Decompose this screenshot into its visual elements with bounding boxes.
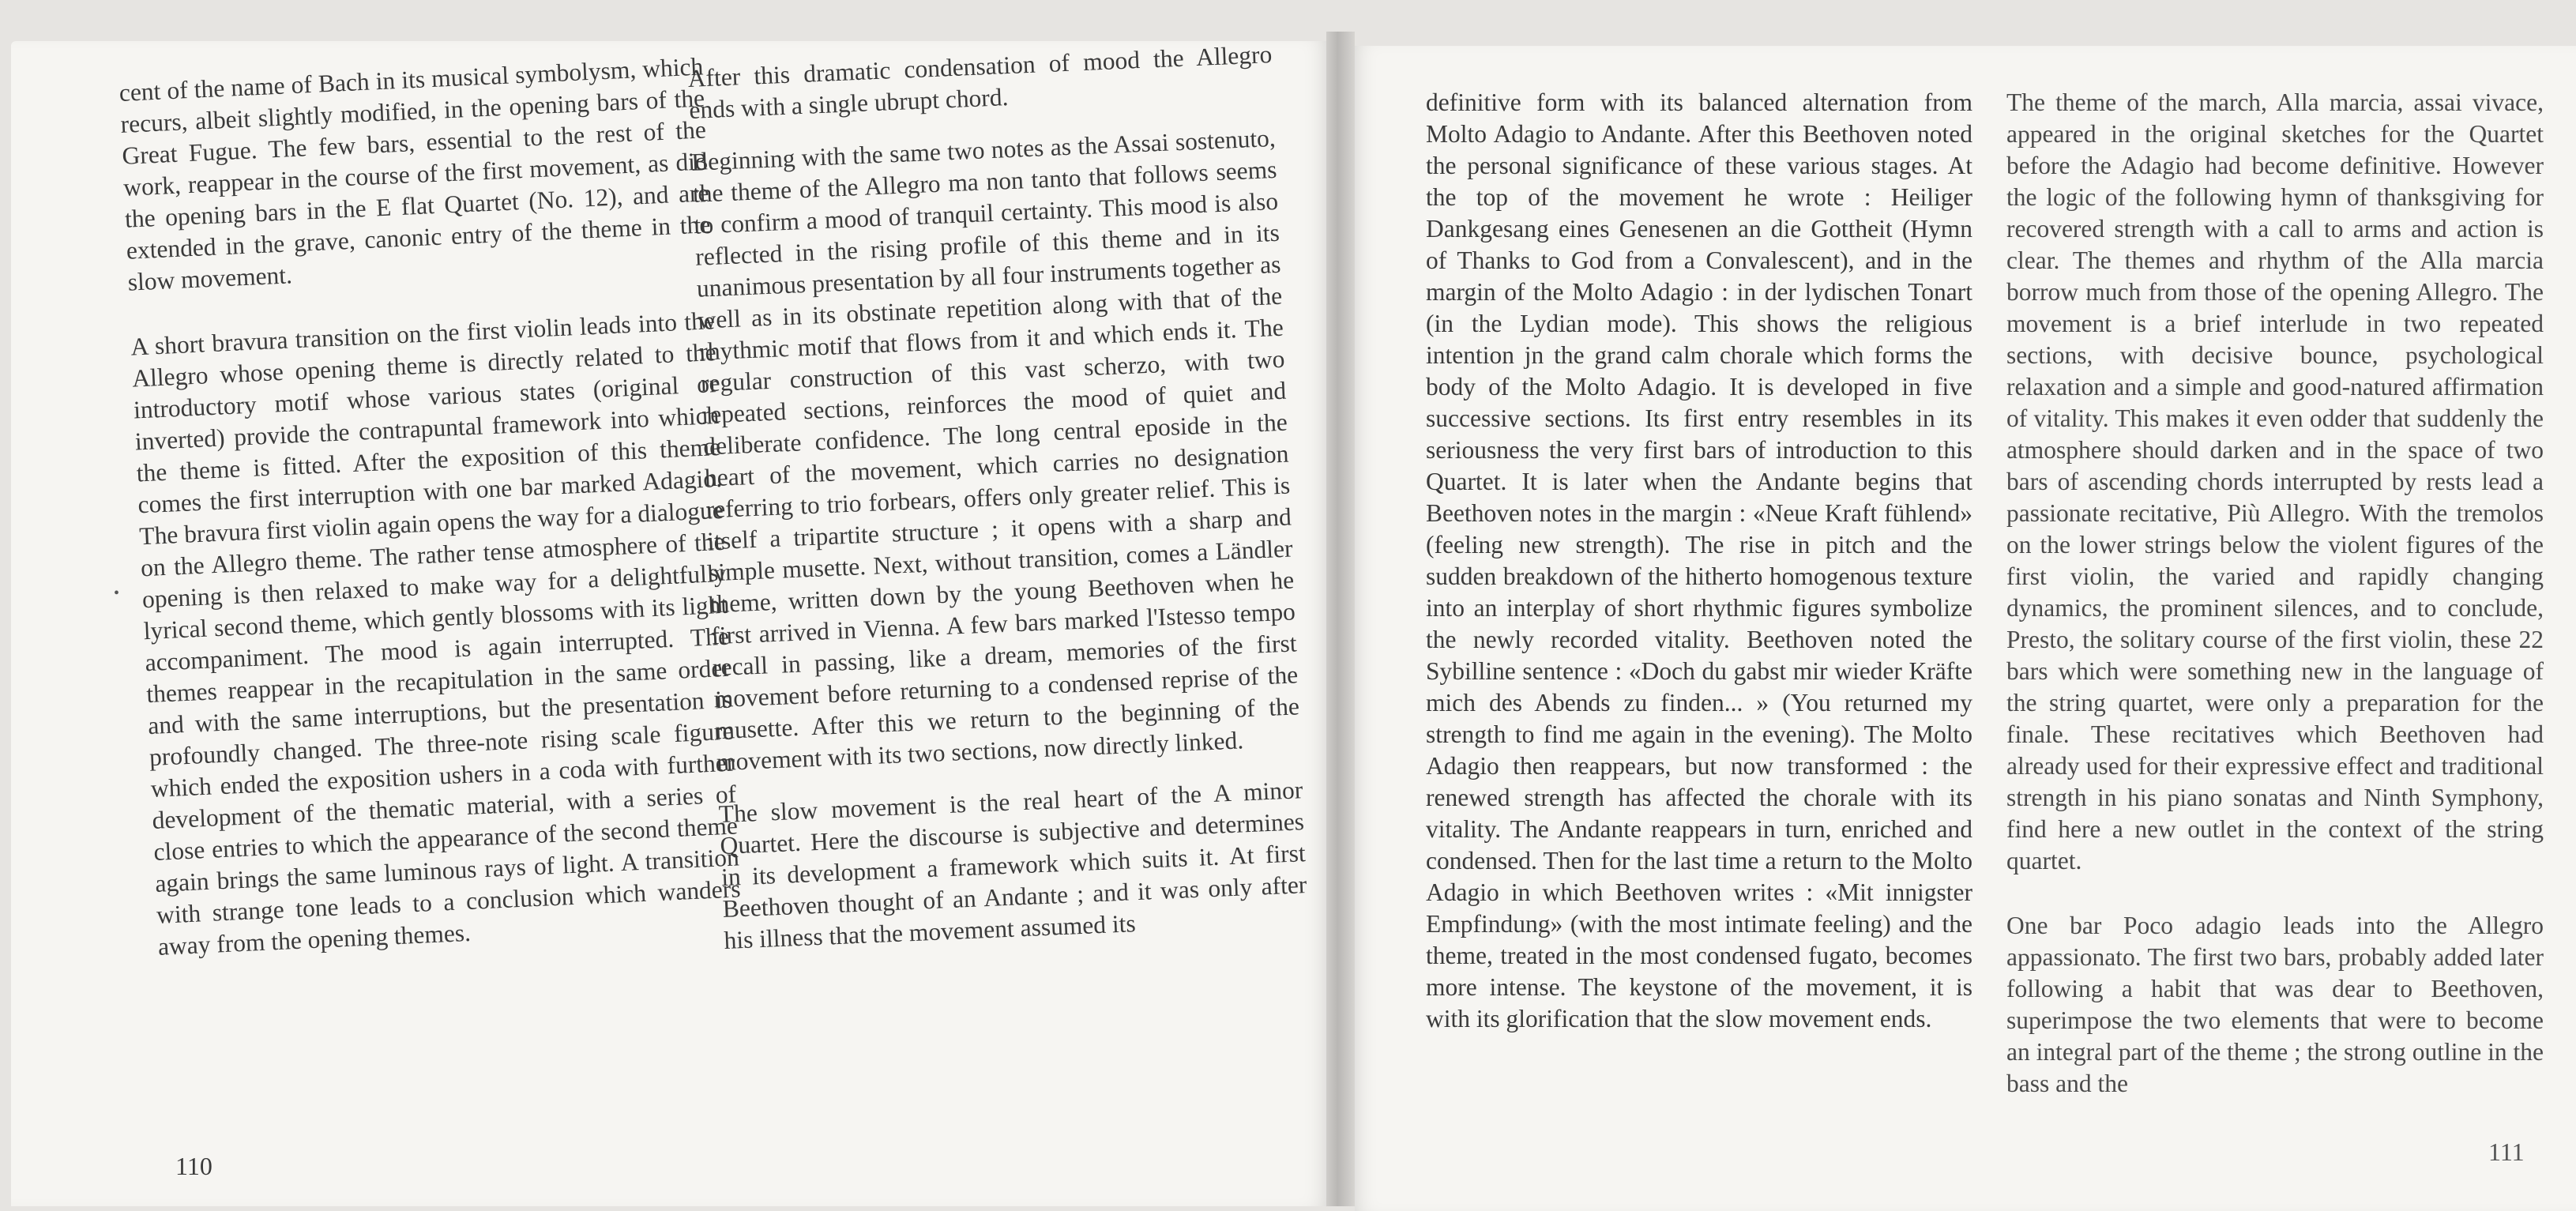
paragraph: definitive form with its balanced alternation from Molto Adagio to Andante. After this Beethoven noted the personal significance of these various stages. At the top of the movement he wrote : Heiliger Dankgesang eines Genesenen an die Gottheit (Hymn of Thanks to God from a Convalescent), and in the margin of the Molto Adagio : in der lydischen Tonart (in the Lydian mode). This shows the religious intention jn the grand calm chorale which forms the body of the Molto Adagio. It is developed in five successive sections. Its first entry resembles in its seriousness the very first bars of introduction to this Quartet. It is later when the Andante begins that Beethoven notes in the margin : «Neue Kraft fühlend» (feeling new strength). The rise in pitch and the sudden breakdown of the hitherto homogenous texture into an interplay of short rhythmic figures symbolize the newly recorded vitality. Beethoven noted the Sybilline sentence : «Doch du gabst mir wieder Kräfte mich des Abends zu finden... » (You returned my strength to find me again in the evening). The Molto Adagio then reappears, but now transformed : the renewed strength has affected the chorale with its vitality. The Andante reappears in turn, enriched and condensed. Then for the last time a return to the Molto Adagio in which Beethoven writes : «Mit innigster Empfindung» (with the most intimate feeling) and the theme, treated in the most condensed fugato, becomes more intense. The keystone of the movement, it is with its glorification that the slow movement ends. xyxy=(1426,88,1972,1032)
paragraph: cent of the name of Bach in its musical symbolysm, which recurs, albeit slightly modified, in the opening bars of the Great Fugue. The few bars, essential to the rest of the work, reappear in the course of the first movement, as did the opening bars in the E flat Quartet (No. 12), and are extended in the grave, canonic entry of the theme in the slow movement. xyxy=(118,52,711,296)
margin-dot-icon: • xyxy=(114,585,120,602)
right-column-1 xyxy=(1426,87,1972,1035)
paragraph: A short bravura transition on the first violin leads into the Allegro whose opening theme is directly related to the introductory motif whose various states (original or inverted) provide the contrapuntal framework into which the theme is fitted. After the exposition of this theme comes the first interruption with one bar marked Adagio. The bravura first violin again opens the way for a dialogue on the Allegro theme. The rather tense atmosphere of the opening is then relaxed to make way for a delightfully lyrical second theme, which gently blossoms with its light accompaniment. The mood is again interrupted. The themes reappear in the recapitulation in the same order and with the same interruptions, but the presentation is profoundly changed. The three-note rising scale figure which ended the exposition ushers in a coda with further development of the thematic material, with a series of close entries to which the appearance of the second theme again brings the same luminous rays of light. A transition with strange tone leads to a conclusion which wanders away from the opening themes. xyxy=(130,307,742,961)
page-number-left: 110 xyxy=(175,1152,212,1180)
paragraph: Beginning with the same two notes as the Assai sostenuto, the theme of the Allegro ma non tanto that follows seems to confirm a mood of tranquil certainty. This mood is also reflected in the rising profile of this theme and in its unanimous presentation by all four instruments together as well as in its obstinate repetition along with that of the rhythmic motif that flows from it and which ends it. The regular construction of this vast scherzo, with two repeated sections, reinforces the mood of quiet and deliberate confidence. The long central eposide in the heart of the movement, which carries no designation referring to trio forbears, offers only greater relief. This is itself a tripartite structure ; it opens with a sharp and simple musette. Next, without transition, comes a Ländler theme, written down by the young Beethoven when he first arrived in Vienna. A few bars marked l'Istesso tempo recall in passing, like a dream, memories of the first movement before returning to a condensed reprise of the musette. After this we return to the beginning of the movement with its two sections, now directly linked. xyxy=(690,123,1300,777)
left-column-1 xyxy=(118,51,743,962)
paragraph: After this dramatic condensation of mood the Allegro ends with a single ubrupt chord. xyxy=(687,40,1273,124)
left-column-2 xyxy=(687,39,1309,957)
paragraph: The theme of the march, Alla marcia, assai vivace, appeared in the original sketches for the Quartet before the Adagio had become definitive. However the logic of the following hymn of thanksgiving for recovered strength with a call to arms and action is clear. The themes and rhythm of the Alla marcia borrow much from those of the opening Allegro. The movement is a brief interlude in two repeated sections, with decisive bounce, psychological relaxation and a simple and good-natured affirmation of vitality. This makes it even odder that suddenly the atmosphere should darken and in the space of two bars of ascending chords interrupted by rests lead a passionate recitative, Più Allegro. With the tremolos on the lower strings below the violent figures of the first violin, the varied and rapidly changing dynamics, the prominent silences, and to conclude, Presto, the solitary course of the first violin, these 22 bars which were something new in the language of the string quartet, were only a preparation for the finale. These recitatives which Beethoven had already used for their expressive effect and traditional strength in his piano sonatas and Ninth Symphony, find here a new outlet in the context of the string quartet. xyxy=(2006,88,2544,874)
paragraph: One bar Poco adagio leads into the Allegro appassionato. The first two bars, probably added later following a habit that was dear to Beethoven, superimpose the two elements that were to become an integral part of the theme ; the strong outline in the bass and the xyxy=(2006,912,2544,1097)
page-number-right: 111 xyxy=(2488,1138,2525,1166)
right-column-2 xyxy=(2006,87,2544,1100)
book-gutter xyxy=(1326,32,1355,1206)
paragraph: The slow movement is the real heart of the A minor Quartet. Here the discourse is subjective and determines in its development a framework which suits it. At first Beethoven thought of an Andante ; and it was only after his illness that the movement assumed its xyxy=(718,776,1307,955)
